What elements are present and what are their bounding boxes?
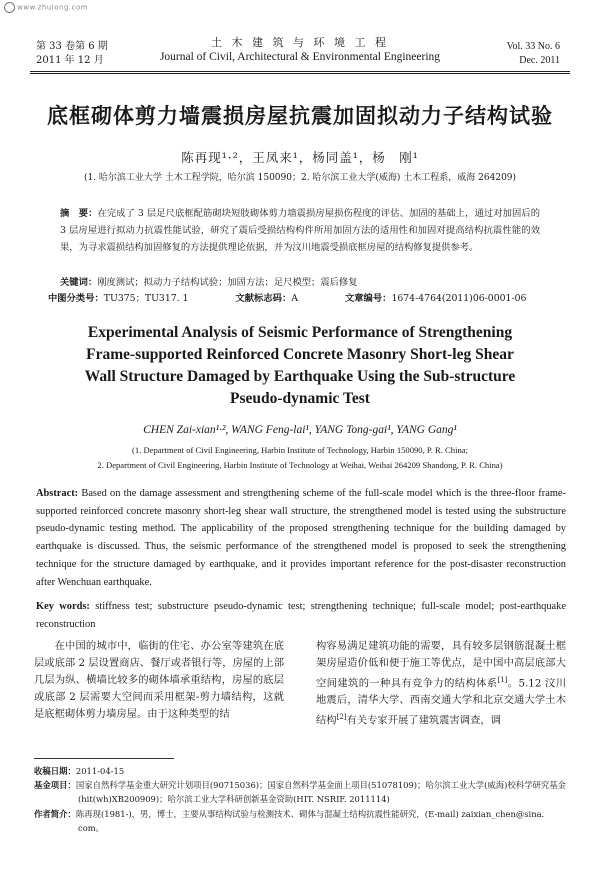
abstract-en-text: Based on the damage assessment and strengthening scheme of the full-scale model which is the three-floor frame-supported reinforced concrete masonry short-leg shear wall structure, the strengthened model is tested using the substructure pseudo-dynamic testing method. The applicability of the proposed strengthening technique for the building damaged by earthquake is discussed. Thus, the seismic performance of the strengthened model is proposed to seek the strengthening technique for the structure damaged by earthquake, and it provides important reference for the post-disaster reconstruction after Wenchuan earthquake. [36,488,566,588]
abstract-cn-text: 在完成了 3 层足尺底框配筋砌块短肢砌体剪力墙震损房屋损伤程度的评估、加固的基础上，通过对加固后的 3 层房屋进行拟动力抗震性能试验，研究了震后受损结构构件所用加固方法的适用性和加固对提高结构抗震性能的效果，为寻求震损结构加固修复的方法提供理论依据，并为汶川地震受损底框房屋的结构修复提供参考。 [60,208,540,253]
date-en: Dec. 2011 [519,55,560,66]
affiliation-cn: (1. 哈尔滨工业大学 土木工程学院，哈尔滨 150090；2. 哈尔滨工业大学(威海) 土木工程系，威海 264209) [83,173,517,183]
title-en-line: Frame-supported Reinforced Concrete Masonry Short-leg Shear [86,346,514,363]
header-volume-en [507,40,560,68]
footnotes [34,764,566,835]
date-cn: 2011 年 12 月 [36,55,104,66]
abstract-en [36,485,566,591]
volume-en: Vol. 33 No. 6 [506,41,560,52]
authors-en: CHEN Zai-xian¹·², WANG Feng-lai¹, YANG Tong-gai¹, YANG Gang¹ [143,424,457,436]
document-code: 文献标志码：A [235,293,298,304]
watermark-logo-icon [4,2,15,13]
citation-ref: [1] [497,676,508,684]
affiliation-en-1: (1. Department of Civil Engineering, Harbin Institute of Technology, Harbin 150090, P. R. China; [132,445,468,455]
article-number: 文章编号：1674-4764(2011)06-0001-06 [344,293,527,304]
keywords-cn-text: 刚度测试；拟动力子结构试验；加固方法；足尺模型；震后修复 [97,277,358,288]
keywords-cn-label: 关键词： [60,277,98,288]
title-en-line: Experimental Analysis of Seismic Performance of Strengthening [87,324,513,341]
authors-cn: 陈再现¹·²，王凤来¹，杨同盖¹，杨 刚¹ [181,150,419,165]
keywords-cn [60,274,540,288]
title-en-line: Pseudo-dynamic Test [230,390,370,407]
header-rule-top [30,71,570,72]
body-column-right: 构容易满足建筑功能的需要，具有较多层钢筋混凝土框架房屋造价低和便于施工等优点，是中国中高层底部大空间建筑的一种具有竞争力的结构体系[1]。5.12 汶川地震后，清华大学、西南交通大学和北京交通大学土木结构[2]有关专家开展了建筑震害调查，调 [316,640,567,727]
keywords-en [36,598,566,633]
keywords-en-text: stiffness test; substructure pseudo-dynamic test; strengthening technique; full-scale model; post-earthquake reconstruction [36,601,566,630]
title-cn: 底框砌体剪力墙震损房屋抗震加固拟动力子结构试验 [47,103,553,128]
clc-number: 中图分类号：TU375；TU317. 1 [48,293,189,304]
body-column-left: 在中国的城市中，临街的住宅、办公室等建筑在底层或底部 2 层设置商店、餐厅或者银行等，房屋的上部几层为纵、横墙比较多的砌体墙承重结构，房屋的底层或底部 2 层需要大空间而采用框架-剪力墙结构，这就是底框砌体剪力墙房屋。由于这种类型的结 [34,640,284,720]
header-rule-bottom [30,73,570,74]
title-en-line: Wall Structure Damaged by Earthquake Using the Sub-structure [84,368,516,385]
abstract-en-label: Abstract: [36,488,79,499]
citation-ref: [2] [336,713,347,722]
abstract-cn [60,205,540,256]
volume-cn: 第 33 卷第 6 期 [36,41,108,52]
title-en [0,322,600,410]
journal-cn: 土 木 建 筑 与 环 境 工 程 [211,36,389,49]
classification-line [48,290,570,304]
keywords-en-label: Key words: [36,601,90,612]
footnote-author-bio: 作者简介：陈再现(1981-)，男，博士，主要从事结构试验与检测技术、砌体与混凝土结构抗震性能研究，(E-mail) zaixian_chen@sina. com。 [34,808,545,833]
footnote-rule [34,758,174,759]
abstract-cn-label: 摘 要： [60,208,98,219]
footnote-funding: 基金项目：国家自然科学基金重大研究计划项目(90715036)；国家自然科学基金面上项目(51078109)；哈尔滨工业大学(威海)校科学研究基金(hit(wh)XB200909)；哈尔滨工业大学科研创新基金资助(HIT. NSRIF. 2011114) [34,780,566,805]
affiliation-en-2: 2. Department of Civil Engineering, Harbin Institute of Technology at Weihai, Weihai 264209 Shandong, P. R. China) [97,460,503,470]
journal-en: Journal of Civil, Architectural & Environmental Engineering [159,51,441,63]
watermark: www.zhulong.com [4,2,88,13]
footnote-received: 收稿日期：2011-04-15 [34,766,125,776]
